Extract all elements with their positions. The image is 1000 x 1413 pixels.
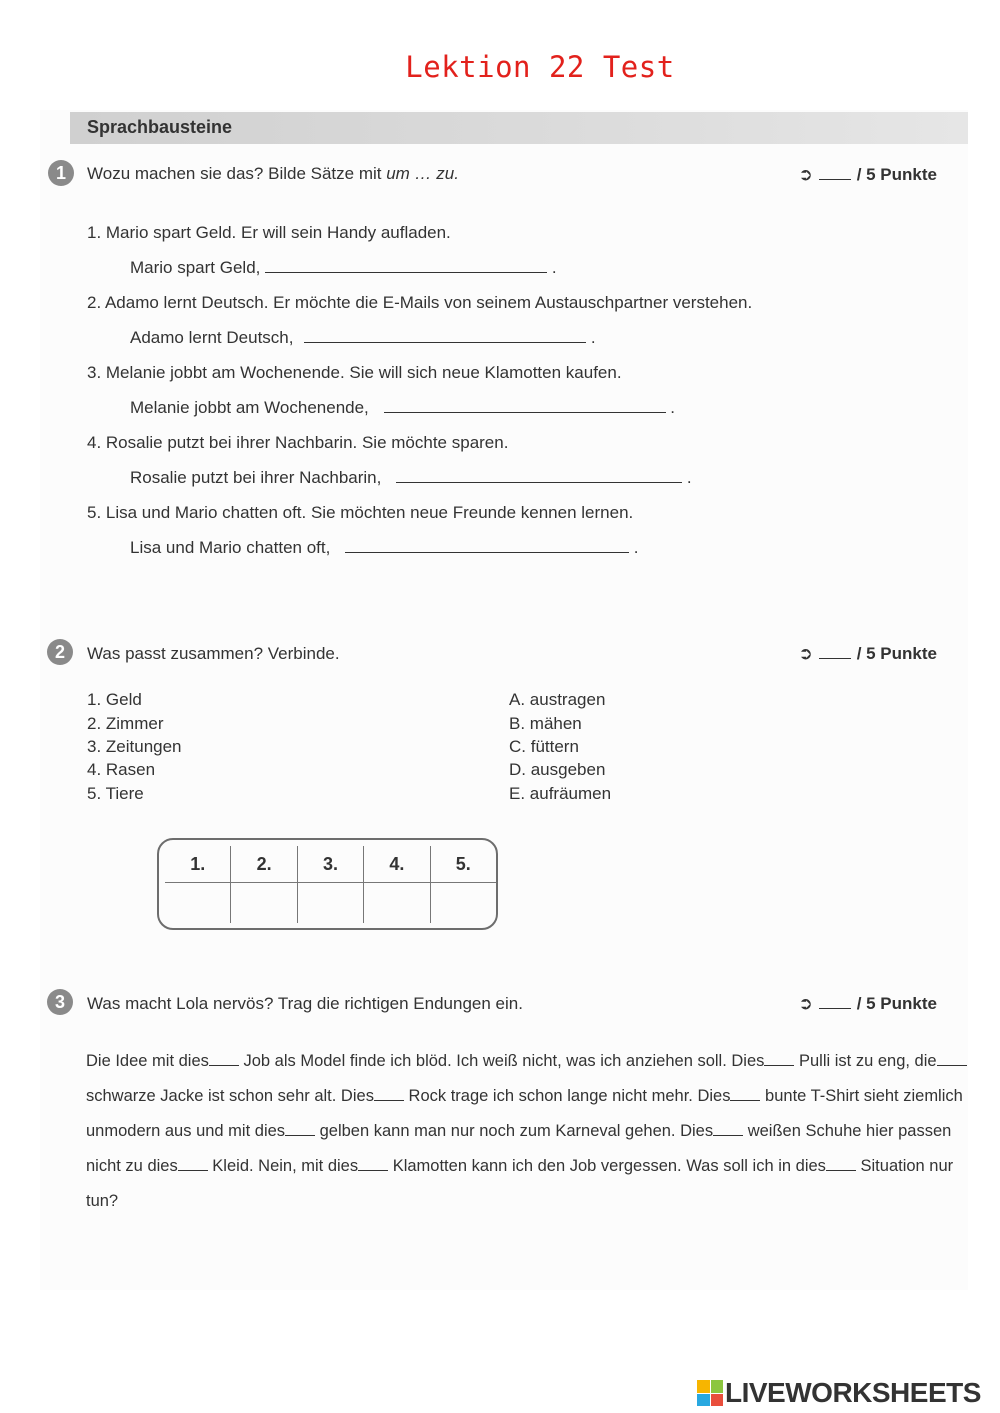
task1-item-3-start: Melanie jobbt am Wochenende, bbox=[130, 398, 369, 417]
task2-right-item: E. aufräumen bbox=[509, 784, 612, 803]
cloze-blank[interactable] bbox=[285, 1123, 315, 1136]
cloze-segment: Situation nur tun? bbox=[86, 1157, 954, 1210]
task1-item-1-answer-line: Mario spart Geld, . bbox=[130, 258, 557, 277]
task2-left-item: 3. Zeitungen bbox=[87, 737, 182, 756]
task3-points-label: / 5 Punkte bbox=[856, 994, 937, 1013]
task2-points-label: / 5 Punkte bbox=[856, 644, 937, 663]
task2-left-item: 2. Zimmer bbox=[87, 714, 164, 733]
answer-table-header: 4. bbox=[364, 846, 430, 883]
task1-item-5-blank[interactable] bbox=[345, 538, 629, 553]
cloze-segment: bunte T-Shirt sieht ziemlich unmodern aus und mit dies bbox=[86, 1087, 963, 1140]
task2-points bbox=[798, 644, 937, 664]
task1-item-3-answer-line: Melanie jobbt am Wochenende, . bbox=[130, 398, 675, 417]
answer-table-header: 3. bbox=[297, 846, 363, 883]
cloze-segment: Die Idee mit dies bbox=[86, 1052, 209, 1070]
task1-instruction-text: Wozu machen sie das? Bilde Sätze mit bbox=[87, 164, 387, 183]
cloze-segment: weißen Schuhe hier passen nicht zu dies bbox=[86, 1122, 952, 1175]
answer-table-header: 2. bbox=[231, 846, 297, 883]
cloze-blank[interactable] bbox=[826, 1158, 856, 1171]
task1-item-5-start: Lisa und Mario chatten oft, bbox=[130, 538, 331, 557]
answer-table-cell[interactable] bbox=[231, 883, 297, 924]
task3-points bbox=[798, 994, 937, 1014]
task1-points-blank[interactable] bbox=[819, 165, 851, 180]
cloze-segment: Klamotten kann ich den Job vergessen. Was soll ich in dies bbox=[388, 1157, 826, 1175]
task2-right-item: B. mähen bbox=[509, 714, 582, 733]
return-arrow-icon: ➲ bbox=[798, 994, 813, 1013]
task2-right-item: A. austragen bbox=[509, 690, 606, 709]
answer-table-cell[interactable] bbox=[165, 883, 231, 924]
answer-table-cell[interactable] bbox=[364, 883, 430, 924]
cloze-blank[interactable] bbox=[358, 1158, 388, 1171]
cloze-segment: Rock trage ich schon lange nicht mehr. Dies bbox=[403, 1087, 731, 1105]
return-arrow-icon: ➲ bbox=[798, 644, 813, 663]
task1-number-badge: 1 bbox=[48, 160, 74, 186]
task2-right-item: C. füttern bbox=[509, 737, 579, 756]
task1-item-5-answer-line: Lisa und Mario chatten oft, . bbox=[130, 538, 639, 557]
task1-instruction bbox=[87, 164, 459, 184]
task1-item-1-prompt: 1. Mario spart Geld. Er will sein Handy aufladen. bbox=[87, 223, 451, 242]
task2-instruction: Was passt zusammen? Verbinde. bbox=[87, 644, 340, 663]
logo-text: LIVEWORKSHEETS bbox=[725, 1377, 981, 1408]
answer-table-cell[interactable] bbox=[430, 883, 496, 924]
task1-instruction-emphasis: um … zu. bbox=[386, 164, 459, 183]
liveworksheets-logo bbox=[697, 1378, 981, 1408]
section-header-bar bbox=[70, 112, 968, 144]
answer-table-header: 5. bbox=[430, 846, 496, 883]
task3-number-badge: 3 bbox=[47, 989, 73, 1015]
task2-left-item: 4. Rasen bbox=[87, 760, 156, 779]
task1-points-label: / 5 Punkte bbox=[856, 165, 937, 184]
task2-right-item: D. ausgeben bbox=[509, 760, 606, 779]
task2-left-item: 5. Tiere bbox=[87, 784, 144, 803]
cloze-blank[interactable] bbox=[374, 1088, 404, 1101]
task3-instruction: Was macht Lola nervös? Trag die richtigen Endungen ein. bbox=[87, 994, 523, 1013]
page-title: Lektion 22 Test bbox=[405, 50, 675, 84]
cloze-blank[interactable] bbox=[764, 1053, 794, 1066]
return-arrow-icon: ➲ bbox=[798, 165, 813, 184]
cloze-segment: Job als Model finde ich blöd. Ich weiß nicht, was ich anziehen soll. Dies bbox=[238, 1052, 765, 1070]
answer-table-header: 1. bbox=[165, 846, 231, 883]
task1-item-4-start: Rosalie putzt bei ihrer Nachbarin, bbox=[130, 468, 382, 487]
task2-number-badge: 2 bbox=[47, 639, 73, 665]
cloze-segment: gelben kann man nur noch zum Karneval gehen. Dies bbox=[315, 1122, 714, 1140]
task1-item-1-start: Mario spart Geld, bbox=[130, 258, 261, 277]
task1-item-4-blank[interactable] bbox=[396, 468, 682, 483]
section-header: Sprachbausteine bbox=[87, 117, 233, 137]
task1-item-5-prompt: 5. Lisa und Mario chatten oft. Sie möchten neue Freunde kennen lernen. bbox=[87, 503, 634, 522]
cloze-blank[interactable] bbox=[937, 1053, 967, 1066]
cloze-blank[interactable] bbox=[713, 1123, 743, 1136]
task1-item-2-prompt: 2. Adamo lernt Deutsch. Er möchte die E-Mails von seinem Austauschpartner verstehen. bbox=[87, 293, 753, 312]
task1-item-3-prompt: 3. Melanie jobbt am Wochenende. Sie will sich neue Klamotten kaufen. bbox=[87, 363, 622, 382]
task1-item-2-start: Adamo lernt Deutsch, bbox=[130, 328, 294, 347]
task1-item-4-answer-line: Rosalie putzt bei ihrer Nachbarin, . bbox=[130, 468, 692, 487]
task1-item-3-blank[interactable] bbox=[384, 398, 666, 413]
cloze-blank[interactable] bbox=[209, 1053, 239, 1066]
liveworksheets-icon bbox=[697, 1380, 723, 1406]
task2-left-item: 1. Geld bbox=[87, 690, 142, 709]
task1-item-2-answer-line: Adamo lernt Deutsch, . bbox=[130, 328, 596, 347]
cloze-blank[interactable] bbox=[730, 1088, 760, 1101]
task1-item-4-prompt: 4. Rosalie putzt bei ihrer Nachbarin. Sie möchte sparen. bbox=[87, 433, 509, 452]
cloze-segment: Pulli ist zu eng, die bbox=[794, 1052, 937, 1070]
task1-item-2-blank[interactable] bbox=[304, 328, 586, 343]
task1-points bbox=[798, 165, 937, 185]
task3-cloze-text bbox=[86, 1044, 976, 1219]
answer-table-cell[interactable] bbox=[297, 883, 363, 924]
cloze-segment: schwarze Jacke ist schon sehr alt. Dies bbox=[86, 1087, 374, 1105]
cloze-blank[interactable] bbox=[178, 1158, 208, 1171]
task2-answer-table bbox=[157, 838, 498, 930]
task1-item-1-blank[interactable] bbox=[265, 258, 547, 273]
task3-points-blank[interactable] bbox=[819, 994, 851, 1009]
task2-points-blank[interactable] bbox=[819, 644, 851, 659]
cloze-segment: Kleid. Nein, mit dies bbox=[207, 1157, 359, 1175]
